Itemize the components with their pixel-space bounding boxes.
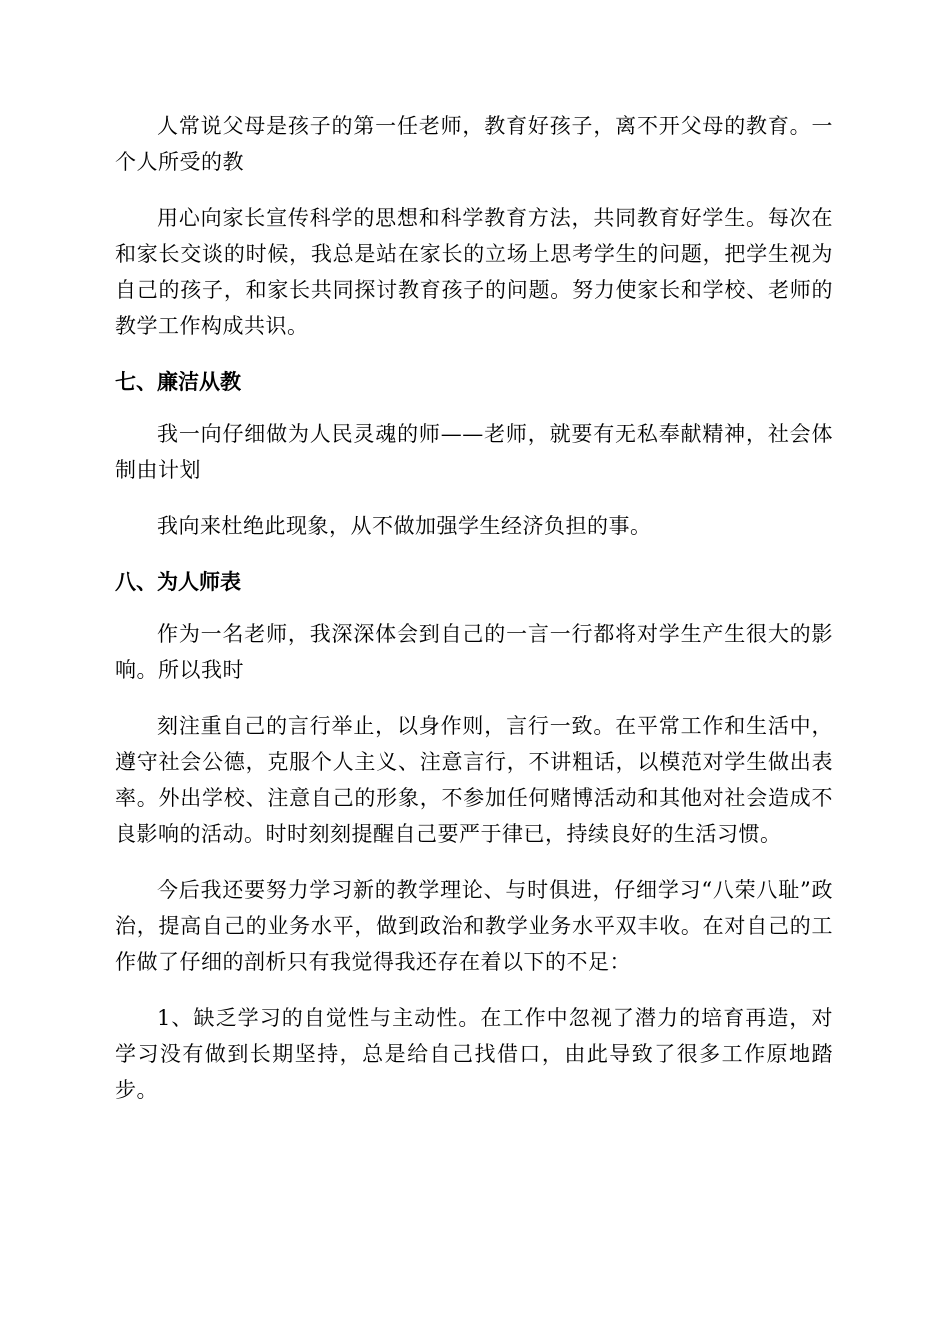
paragraph-integrity-1: 我一向仔细做为人民灵魂的师——老师，就要有无私奉献精神，社会体制由计划 — [115, 422, 833, 482]
section-heading-integrity: 七、廉洁从教 — [115, 369, 241, 394]
section-heading-role-model: 八、为人师表 — [115, 569, 241, 594]
paragraph-integrity-2: 我向来杜绝此现象，从不做加强学生经济负担的事。 — [157, 514, 652, 538]
document-page — [115, 108, 833, 1128]
paragraph-parents-education: 人常说父母是孩子的第一任老师，教育好孩子，离不开父母的教育。一个人所受的教 — [115, 114, 833, 174]
paragraph-parent-communication: 用心向家长宣传科学的思想和科学教育方法，共同教育好学生。每次在和家长交谈的时候，我总是站在家长的立场上思考学生的问题，把学生视为自己的孩子，和家长共同探讨教育孩子的问题。努力使家长和学校、老师的教学工作构成共识。 — [115, 206, 833, 338]
paragraph-role-model-2: 刻注重自己的言行举止，以身作则，言行一致。在平常工作和生活中，遵守社会公德，克服个人主义、注意言行，不讲粗话，以模范对学生做出表率。外出学校、注意自己的形象，不参加任何赌博活动和其他对社会造成不良影响的活动。时时刻刻提醒自己要严于律已，持续良好的生活习惯。 — [115, 714, 833, 846]
paragraph-future-plans: 今后我还要努力学习新的教学理论、与时俱进，仔细学习“八荣八耻”政治，提高自己的业务水平，做到政治和教学业务水平双丰收。在对自己的工作做了仔细的剖析只有我觉得我还存在着以下的不足： — [115, 878, 833, 974]
paragraph-role-model-1: 作为一名老师，我深深体会到自己的一言一行都将对学生产生很大的影响。所以我时 — [115, 622, 833, 682]
paragraph-shortcoming-1: 1、缺乏学习的自觉性与主动性。在工作中忽视了潜力的培育再造，对学习没有做到长期坚持，总是给自己找借口，由此导致了很多工作原地踏步。 — [115, 1006, 833, 1102]
